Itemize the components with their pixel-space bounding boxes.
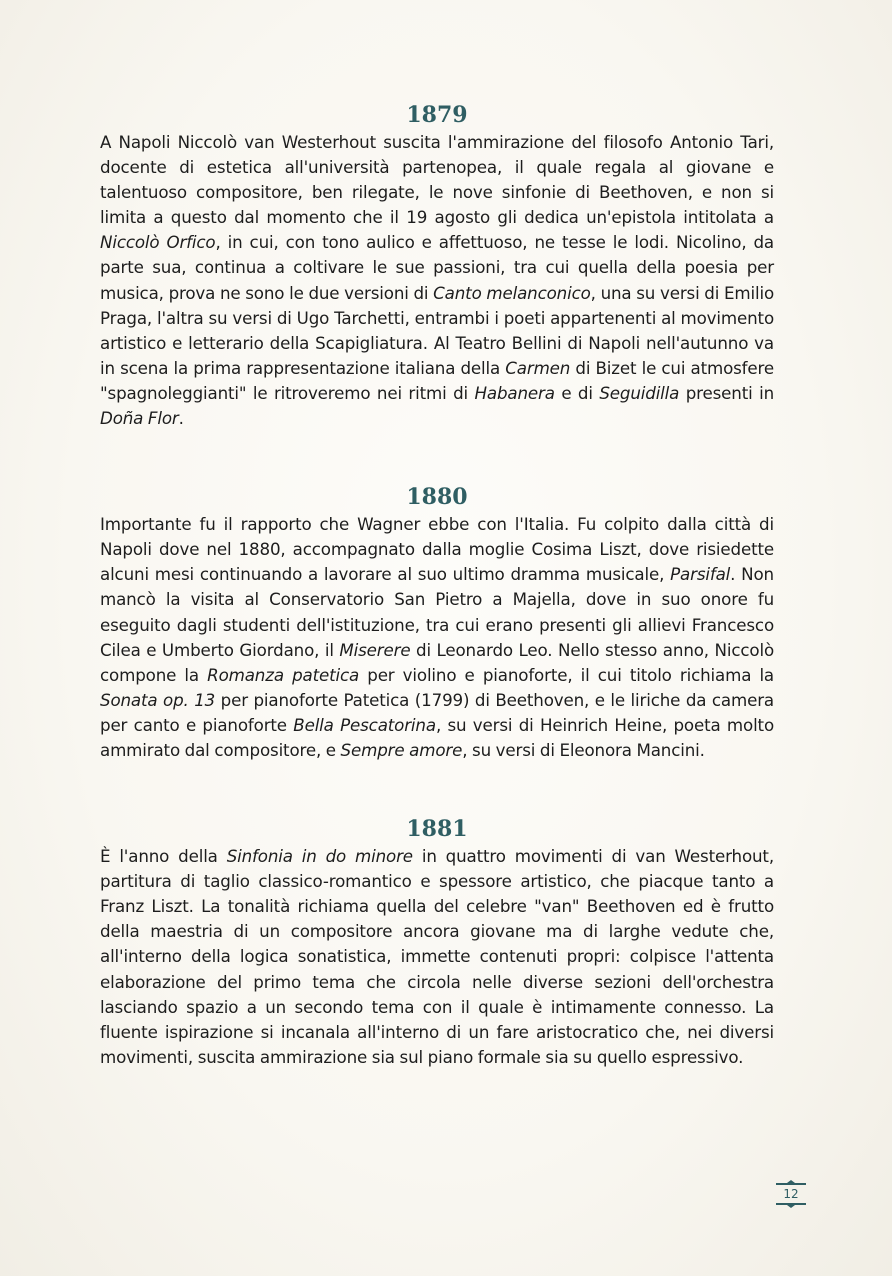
section-1880 (100, 482, 774, 763)
section-year-heading: 1881 (406, 816, 468, 843)
ornament-bottom-icon (787, 1205, 795, 1208)
paragraph-text: di Leonardo Leo. Nello stesso anno, Niccolò compone la (100, 639, 774, 685)
paragraph-text: per violino e pianoforte, il cui titolo richiama la (359, 664, 775, 685)
section-year-heading: 1880 (406, 484, 468, 511)
paragraph-text: . (178, 408, 184, 429)
section-paragraph (100, 512, 774, 763)
italic-title-text: Carmen (505, 357, 571, 378)
paragraph-text: A Napoli Niccolò van Westerhout suscita l'ammirazione del filosofo Antonio Tari, docente di estetica all'università partenopea, il quale regala al giovane e talentuoso compositore, ben rilegate, le nove sinfonie di Beethoven, e non si limita a questo dal momento che il 19 agosto gli dedica un'epistola intitolata a (100, 132, 774, 228)
italic-title-text: Doña Flor (100, 408, 179, 429)
paragraph-text: di Bizet le cui atmosfere "spagnoleggianti" le ritroveremo nei ritmi di (100, 357, 774, 403)
italic-title-text: Sonata op. 13 (100, 689, 216, 710)
paragraph-text: in quattro movimenti di van Westerhout, partitura di taglio classico-romantico e spessore artistico, che piacque tanto a Franz Liszt. La tonalità richiama quella del celebre "van" Beethoven ed è frutto della maestria di un compositore ancora giovane ma di larghe vedute che, all'interno della logica sonatistica, immette contenuti propri: colpisce l'attenta elaborazione del primo tema che circola nelle diverse sezioni dell'orchestra lasciando spazio a un secondo tema con il quale è intimamente connesso. La fluente ispirazione si incanala all'interno di un fare aristocratico che, nei diversi movimenti, suscita ammirazione sia sul piano formale sia su quello espressivo. (100, 846, 774, 1067)
italic-title-text: Sempre amore (340, 739, 463, 760)
italic-title-text: Sinfonia in do minore (226, 846, 413, 867)
italic-title-text: Habanera (474, 382, 555, 403)
paragraph-text: , in cui, con tono aulico e affettuoso, ne tesse le lodi. Nicolino, da parte sua, continua a coltivare le sue passioni, tra cui quella della poesia per musica, prova ne sono le due versioni di (100, 232, 775, 303)
section-year-heading: 1879 (406, 102, 468, 128)
paragraph-text: per pianoforte Patetica (1799) di Beethoven, e le liriche da camera per canto e pianoforte (100, 689, 774, 735)
paragraph-text: , su versi di Heinrich Heine, poeta molto ammirato dal compositore, e (100, 714, 775, 760)
paragraph-text: È l'anno della (100, 846, 227, 867)
paragraph-text: e di (554, 382, 600, 403)
section-paragraph (100, 844, 774, 1070)
italic-title-text: Bella Pescatorina (293, 714, 436, 735)
paragraph-text: Importante fu il rapporto che Wagner ebbe con l'Italia. Fu colpito dalla città di Napoli dove nel 1880, accompagnato dalla moglie Cosima Liszt, dove risiedette alcuni mesi continuando a lavorare al suo ultimo dramma musicale, (100, 514, 774, 585)
section-paragraph (100, 130, 774, 431)
page-number-badge (775, 1180, 807, 1208)
page-number: 12 (783, 1187, 799, 1201)
italic-title-text: Niccolò Orfico (100, 232, 216, 253)
ornament-line (776, 1183, 806, 1185)
italic-title-text: Miserere (339, 639, 411, 660)
italic-title-text: Seguidilla (599, 382, 680, 403)
italic-title-text: Parsifal (670, 564, 731, 585)
paragraph-text: . Non mancò la visita al Conservatorio San Pietro a Majella, dove in suo onore fu eseguito dagli studenti dell'istituzione, tra cui erano presenti gli allievi Francesco Cilea e Umberto Giordano, il (100, 564, 774, 660)
italic-title-text: Canto melanconico (433, 282, 591, 303)
section-1881 (100, 814, 774, 1070)
paragraph-text: , su versi di Eleonora Mancini. (462, 739, 705, 760)
italic-title-text: Romanza patetica (207, 664, 360, 685)
paragraph-text: presenti in (679, 382, 774, 403)
paragraph-text: , una su versi di Emilio Praga, l'altra su versi di Ugo Tarchetti, entrambi i poeti appartenenti al movimento artistico e letterario della Scapigliatura. Al Teatro Bellini di Napoli nell'autunno va in scena la prima rappresentazione italiana della (100, 282, 774, 378)
section-1879 (100, 100, 774, 431)
page-content (100, 100, 774, 1070)
